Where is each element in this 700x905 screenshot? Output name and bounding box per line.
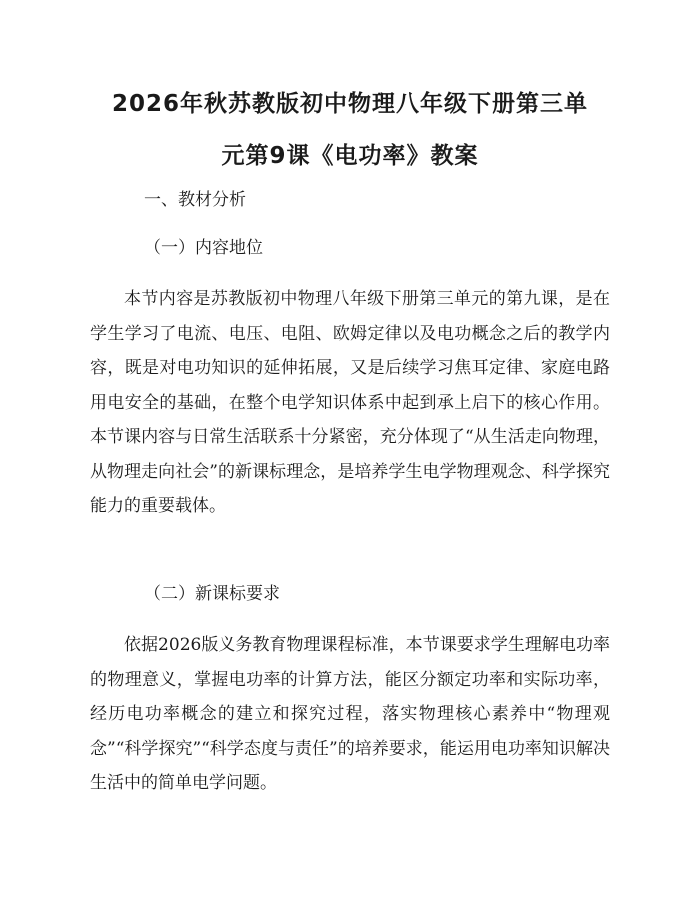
subsection-heading-content-position: （一）内容地位 bbox=[144, 238, 263, 258]
document-title bbox=[90, 78, 610, 182]
section-heading-teaching-material-analysis: 一、教材分析 bbox=[144, 190, 246, 210]
title-line-1: 2026年秋苏教版初中物理八年级下册第三单 bbox=[111, 91, 588, 117]
subsection-heading-curriculum-requirements: （二）新课标要求 bbox=[144, 584, 280, 604]
paragraph-content-position: 本节内容是苏教版初中物理八年级下册第三单元的第九课，是在学生学习了电流、电压、电阻、欧姆定律以及电功概念之后的教学内容，既是对电功知识的延伸拓展，又是后续学习焦耳定律、家庭电路用电安全的基础，在整个电学知识体系中起到承上启下的核心作用。本节课内容与日常生活联系十分紧密，充分体现了“从生活走向物理，从物理走向社会”的新课标理念，是培养学生电学物理观念、科学探究能力的重要载体。 bbox=[90, 289, 610, 516]
paragraph-curriculum-requirements: 依据2026版义务教育物理课程标准，本节课要求学生理解电功率的物理意义，掌握电功率的计算方法，能区分额定功率和实际功率，经历电功率概念的建立和探究过程，落实物理核心素养中“物理观念”“科学探究”“科学态度与责任”的培养要求，能运用电功率知识解决生活中的简单电学问题。 bbox=[90, 635, 610, 793]
title-line-2: 元第9课《电功率》教案 bbox=[221, 143, 479, 169]
